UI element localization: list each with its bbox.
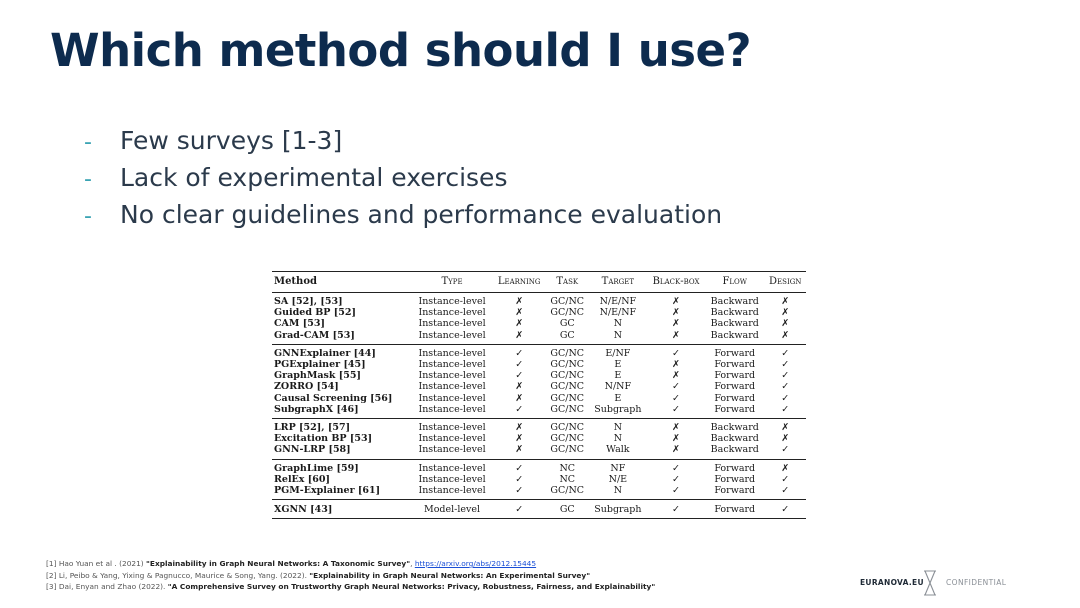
table-cell: ✓: [672, 473, 681, 485]
bullet-text: No clear guidelines and performance evaluation: [120, 200, 723, 229]
table-row: [272, 419, 806, 434]
footer-confidential: CONFIDENTIAL: [946, 578, 1007, 587]
table-header-cell: Design: [764, 272, 806, 293]
table-cell: E: [614, 359, 622, 371]
table-cell: Instance-level: [418, 433, 486, 445]
method-name-cell: Grad-CAM [53]: [272, 330, 411, 345]
method-name-cell: SubgraphX [46]: [272, 404, 411, 419]
table-cell: NC: [559, 462, 576, 474]
table-cell: ✗: [781, 462, 790, 474]
table-cell: GC/NC: [550, 381, 585, 393]
table-cell: ✗: [493, 330, 546, 345]
bullet-dash: -: [84, 204, 92, 229]
table-cell: GC/NC: [546, 444, 589, 459]
table-cell: N/E/NF: [599, 296, 637, 307]
method-name-cell: Excitation BP [53]: [274, 433, 373, 445]
table-cell: GC: [546, 500, 589, 519]
table-cell: GC: [559, 318, 575, 330]
table-row: [272, 344, 806, 359]
table-cell: Instance-level: [411, 330, 492, 345]
table-cell: N: [613, 422, 623, 434]
table-cell: ✗: [515, 392, 524, 404]
method-name-cell: PGExplainer [45]: [274, 359, 366, 371]
table-cell: GC/NC: [550, 370, 585, 382]
table-cell: ✓: [515, 462, 524, 474]
table-cell: Backward: [710, 433, 759, 445]
table-cell: ✓: [493, 404, 546, 419]
table-cell: Forward: [714, 381, 756, 393]
table-cell: ✗: [672, 359, 681, 371]
table-cell: ✗: [672, 433, 681, 445]
table-cell: ✓: [781, 370, 790, 382]
table-cell: ✗: [781, 422, 790, 434]
table-cell: Subgraph: [589, 404, 647, 419]
table-row: [272, 307, 806, 318]
table-cell: Backward: [710, 318, 759, 330]
table-cell: N: [589, 485, 647, 500]
table-cell: Instance-level: [418, 381, 486, 393]
table-cell: ✓: [781, 392, 790, 404]
table-cell: ✗: [672, 307, 681, 319]
table-cell: Instance-level: [418, 462, 486, 474]
bullet-item: [84, 200, 722, 237]
slide-title: Which method should I use?: [50, 24, 752, 77]
method-name-cell: SA [52], [53]: [274, 296, 343, 307]
footer-brand: EURANOVA.EU: [860, 578, 924, 587]
table-cell: N/E: [608, 473, 628, 485]
table-cell: Subgraph: [589, 500, 647, 519]
table-cell: ✓: [764, 444, 806, 459]
table-cell: ✗: [781, 433, 790, 445]
table-cell: Instance-level: [418, 370, 486, 382]
table-cell: Instance-level: [418, 318, 486, 330]
table-cell: ✗: [672, 318, 681, 330]
bullet-text: Lack of experimental exercises: [120, 163, 508, 192]
table-row: [272, 474, 806, 485]
table-cell: ✓: [764, 500, 806, 519]
method-name-cell: PGM-Explainer [61]: [272, 485, 411, 500]
table-cell: ✗: [672, 296, 681, 307]
method-name-cell: CAM [53]: [274, 318, 325, 330]
table-cell: ✓: [515, 473, 524, 485]
table-header-cell: Task: [546, 272, 589, 293]
table-cell: ✓: [781, 359, 790, 371]
table-cell: Instance-level: [418, 422, 486, 434]
table-row: [272, 500, 806, 519]
table-cell: ✗: [515, 381, 524, 393]
table-cell: Forward: [705, 404, 764, 419]
table-row: [272, 459, 806, 474]
method-name-cell: GraphLime [59]: [274, 462, 359, 474]
methods-table-figure: [272, 271, 806, 519]
table-cell: Instance-level: [418, 307, 486, 319]
table-cell: ✓: [515, 359, 524, 371]
table-cell: ✓: [781, 381, 790, 393]
table-cell: ✗: [647, 330, 705, 345]
method-name-cell: ZORRO [54]: [274, 381, 339, 393]
table-cell: GC/NC: [546, 485, 589, 500]
table-header-cell: Method: [272, 272, 411, 293]
table-cell: ✓: [672, 381, 681, 393]
table-cell: ✗: [781, 318, 790, 330]
table-cell: GC: [546, 330, 589, 345]
table-cell: ✗: [647, 444, 705, 459]
table-cell: ✗: [515, 433, 524, 445]
bullet-item: [84, 126, 722, 163]
table-cell: E/NF: [605, 347, 631, 359]
method-name-cell: XGNN [43]: [272, 500, 411, 519]
bullet-text: Few surveys [1-3]: [120, 126, 343, 155]
reference-link[interactable]: https://arxiv.org/abs/2012.15445: [414, 559, 537, 568]
table-cell: ✗: [515, 307, 524, 319]
table-cell: ✓: [764, 404, 806, 419]
table-cell: Forward: [714, 370, 756, 382]
methods-table: [272, 271, 806, 519]
table-cell: Walk: [589, 444, 647, 459]
hourglass-x-logo-icon: [922, 570, 938, 596]
table-row: [272, 404, 806, 419]
reference-3: [46, 581, 655, 593]
table-cell: GC/NC: [550, 347, 585, 359]
table-cell: Instance-level: [418, 347, 486, 359]
table-cell: GC/NC: [550, 422, 585, 434]
table-row: [272, 393, 806, 404]
reference-2: [46, 570, 655, 582]
table-row: [272, 370, 806, 381]
bullet-dash: -: [84, 167, 92, 192]
reference-prefix: [2] Li, Peibo & Yang, Yixing & Pagnucco, Maurice & Song, Yang. (2022).: [46, 570, 310, 580]
table-cell: Forward: [714, 473, 756, 485]
table-cell: ✗: [515, 296, 524, 307]
table-cell: Instance-level: [411, 444, 492, 459]
table-cell: N: [589, 330, 647, 345]
table-row: [272, 330, 806, 345]
references: [46, 558, 655, 593]
table-header-row: [272, 272, 806, 293]
method-name-cell: GNNExplainer [44]: [274, 347, 376, 359]
table-cell: Instance-level: [411, 485, 492, 500]
reference-prefix: [3] Dai, Enyan and Zhao (2022).: [46, 582, 168, 591]
table-cell: Backward: [705, 444, 764, 459]
table-cell: GC/NC: [550, 392, 585, 404]
table-cell: Backward: [710, 422, 759, 434]
method-name-cell: Guided BP [52]: [274, 307, 356, 319]
table-cell: ✗: [672, 422, 681, 434]
table-row: [272, 359, 806, 370]
table-cell: ✓: [647, 500, 705, 519]
table-cell: Forward: [714, 392, 756, 404]
table-cell: ✓: [493, 500, 546, 519]
method-name-cell: LRP [52], [57]: [274, 422, 351, 434]
table-cell: E: [614, 370, 622, 382]
table-cell: ✗: [493, 444, 546, 459]
table-cell: N: [613, 433, 623, 445]
table-cell: Forward: [714, 359, 756, 371]
table-row: [272, 444, 806, 459]
table-cell: Forward: [714, 347, 756, 359]
table-cell: ✗: [764, 330, 806, 345]
table-cell: ✓: [647, 485, 705, 500]
table-cell: Forward: [705, 500, 764, 519]
method-name-cell: GNN-LRP [58]: [272, 444, 411, 459]
table-cell: ✗: [515, 318, 524, 330]
method-name-cell: Causal Screening [56]: [274, 392, 393, 404]
table-cell: GC/NC: [550, 433, 585, 445]
table-cell: ✓: [515, 347, 524, 359]
table-cell: E: [614, 392, 622, 404]
table-header-cell: Black-box: [647, 272, 705, 293]
table-cell: ✓: [672, 462, 681, 474]
table-cell: ✓: [515, 370, 524, 382]
table-header-cell: Flow: [705, 272, 764, 293]
table-cell: Backward: [710, 307, 759, 319]
reference-title: "Explainability in Graph Neural Networks: A Taxonomic Survey": [146, 559, 411, 568]
table-cell: Forward: [714, 462, 756, 474]
table-row: [272, 381, 806, 392]
bullet-list: [84, 126, 722, 237]
table-cell: Forward: [705, 485, 764, 500]
table-cell: Backward: [705, 330, 764, 345]
table-row: [272, 485, 806, 500]
table-cell: ✓: [672, 392, 681, 404]
reference-1: [46, 558, 655, 570]
table-cell: N: [613, 318, 623, 330]
table-cell: GC/NC: [546, 404, 589, 419]
table-cell: ✓: [781, 347, 790, 359]
table-cell: ✓: [781, 473, 790, 485]
table-body: [272, 293, 806, 519]
reference-title: "Explainability in Graph Neural Networks: An Experimental Survey": [309, 570, 591, 580]
table-cell: Backward: [710, 296, 759, 307]
table-cell: GC/NC: [550, 307, 585, 319]
table-cell: Instance-level: [418, 473, 486, 485]
table-cell: Instance-level: [411, 404, 492, 419]
table-cell: N/NF: [604, 381, 632, 393]
table-cell: ✗: [515, 422, 524, 434]
table-cell: NC: [559, 473, 576, 485]
table-header-cell: Learning: [493, 272, 546, 293]
table-cell: GC/NC: [550, 296, 585, 307]
method-name-cell: GraphMask [55]: [274, 370, 361, 382]
table-cell: ✗: [672, 370, 681, 382]
table-cell: ✓: [672, 347, 681, 359]
table-cell: GC/NC: [550, 359, 585, 371]
table-cell: Instance-level: [418, 296, 486, 307]
reference-prefix: [1] Hao Yuan et al . (2021): [46, 559, 147, 568]
table-cell: N/E/NF: [599, 307, 637, 319]
table-row: [272, 318, 806, 329]
reference-title: "A Comprehensive Survey on Trustworthy Graph Neural Networks: Privacy, Robustness, Fairness, and Explainability": [167, 582, 656, 591]
table-cell: Instance-level: [418, 359, 486, 371]
table-cell: ✗: [781, 307, 790, 319]
method-name-cell: RelEx [60]: [274, 473, 330, 485]
table-cell: ✓: [493, 485, 546, 500]
table-cell: ✓: [647, 404, 705, 419]
table-cell: NF: [610, 462, 626, 474]
table-header-cell: Type: [411, 272, 492, 293]
table-cell: ✗: [781, 296, 790, 307]
reference-suffix: ,: [410, 559, 415, 568]
bullet-dash: -: [84, 130, 92, 155]
table-cell: Model-level: [411, 500, 492, 519]
table-row: [272, 433, 806, 444]
table-header-cell: Target: [589, 272, 647, 293]
table-cell: ✓: [764, 485, 806, 500]
table-cell: Instance-level: [418, 392, 486, 404]
table-row: [272, 293, 806, 308]
bullet-item: [84, 163, 722, 200]
